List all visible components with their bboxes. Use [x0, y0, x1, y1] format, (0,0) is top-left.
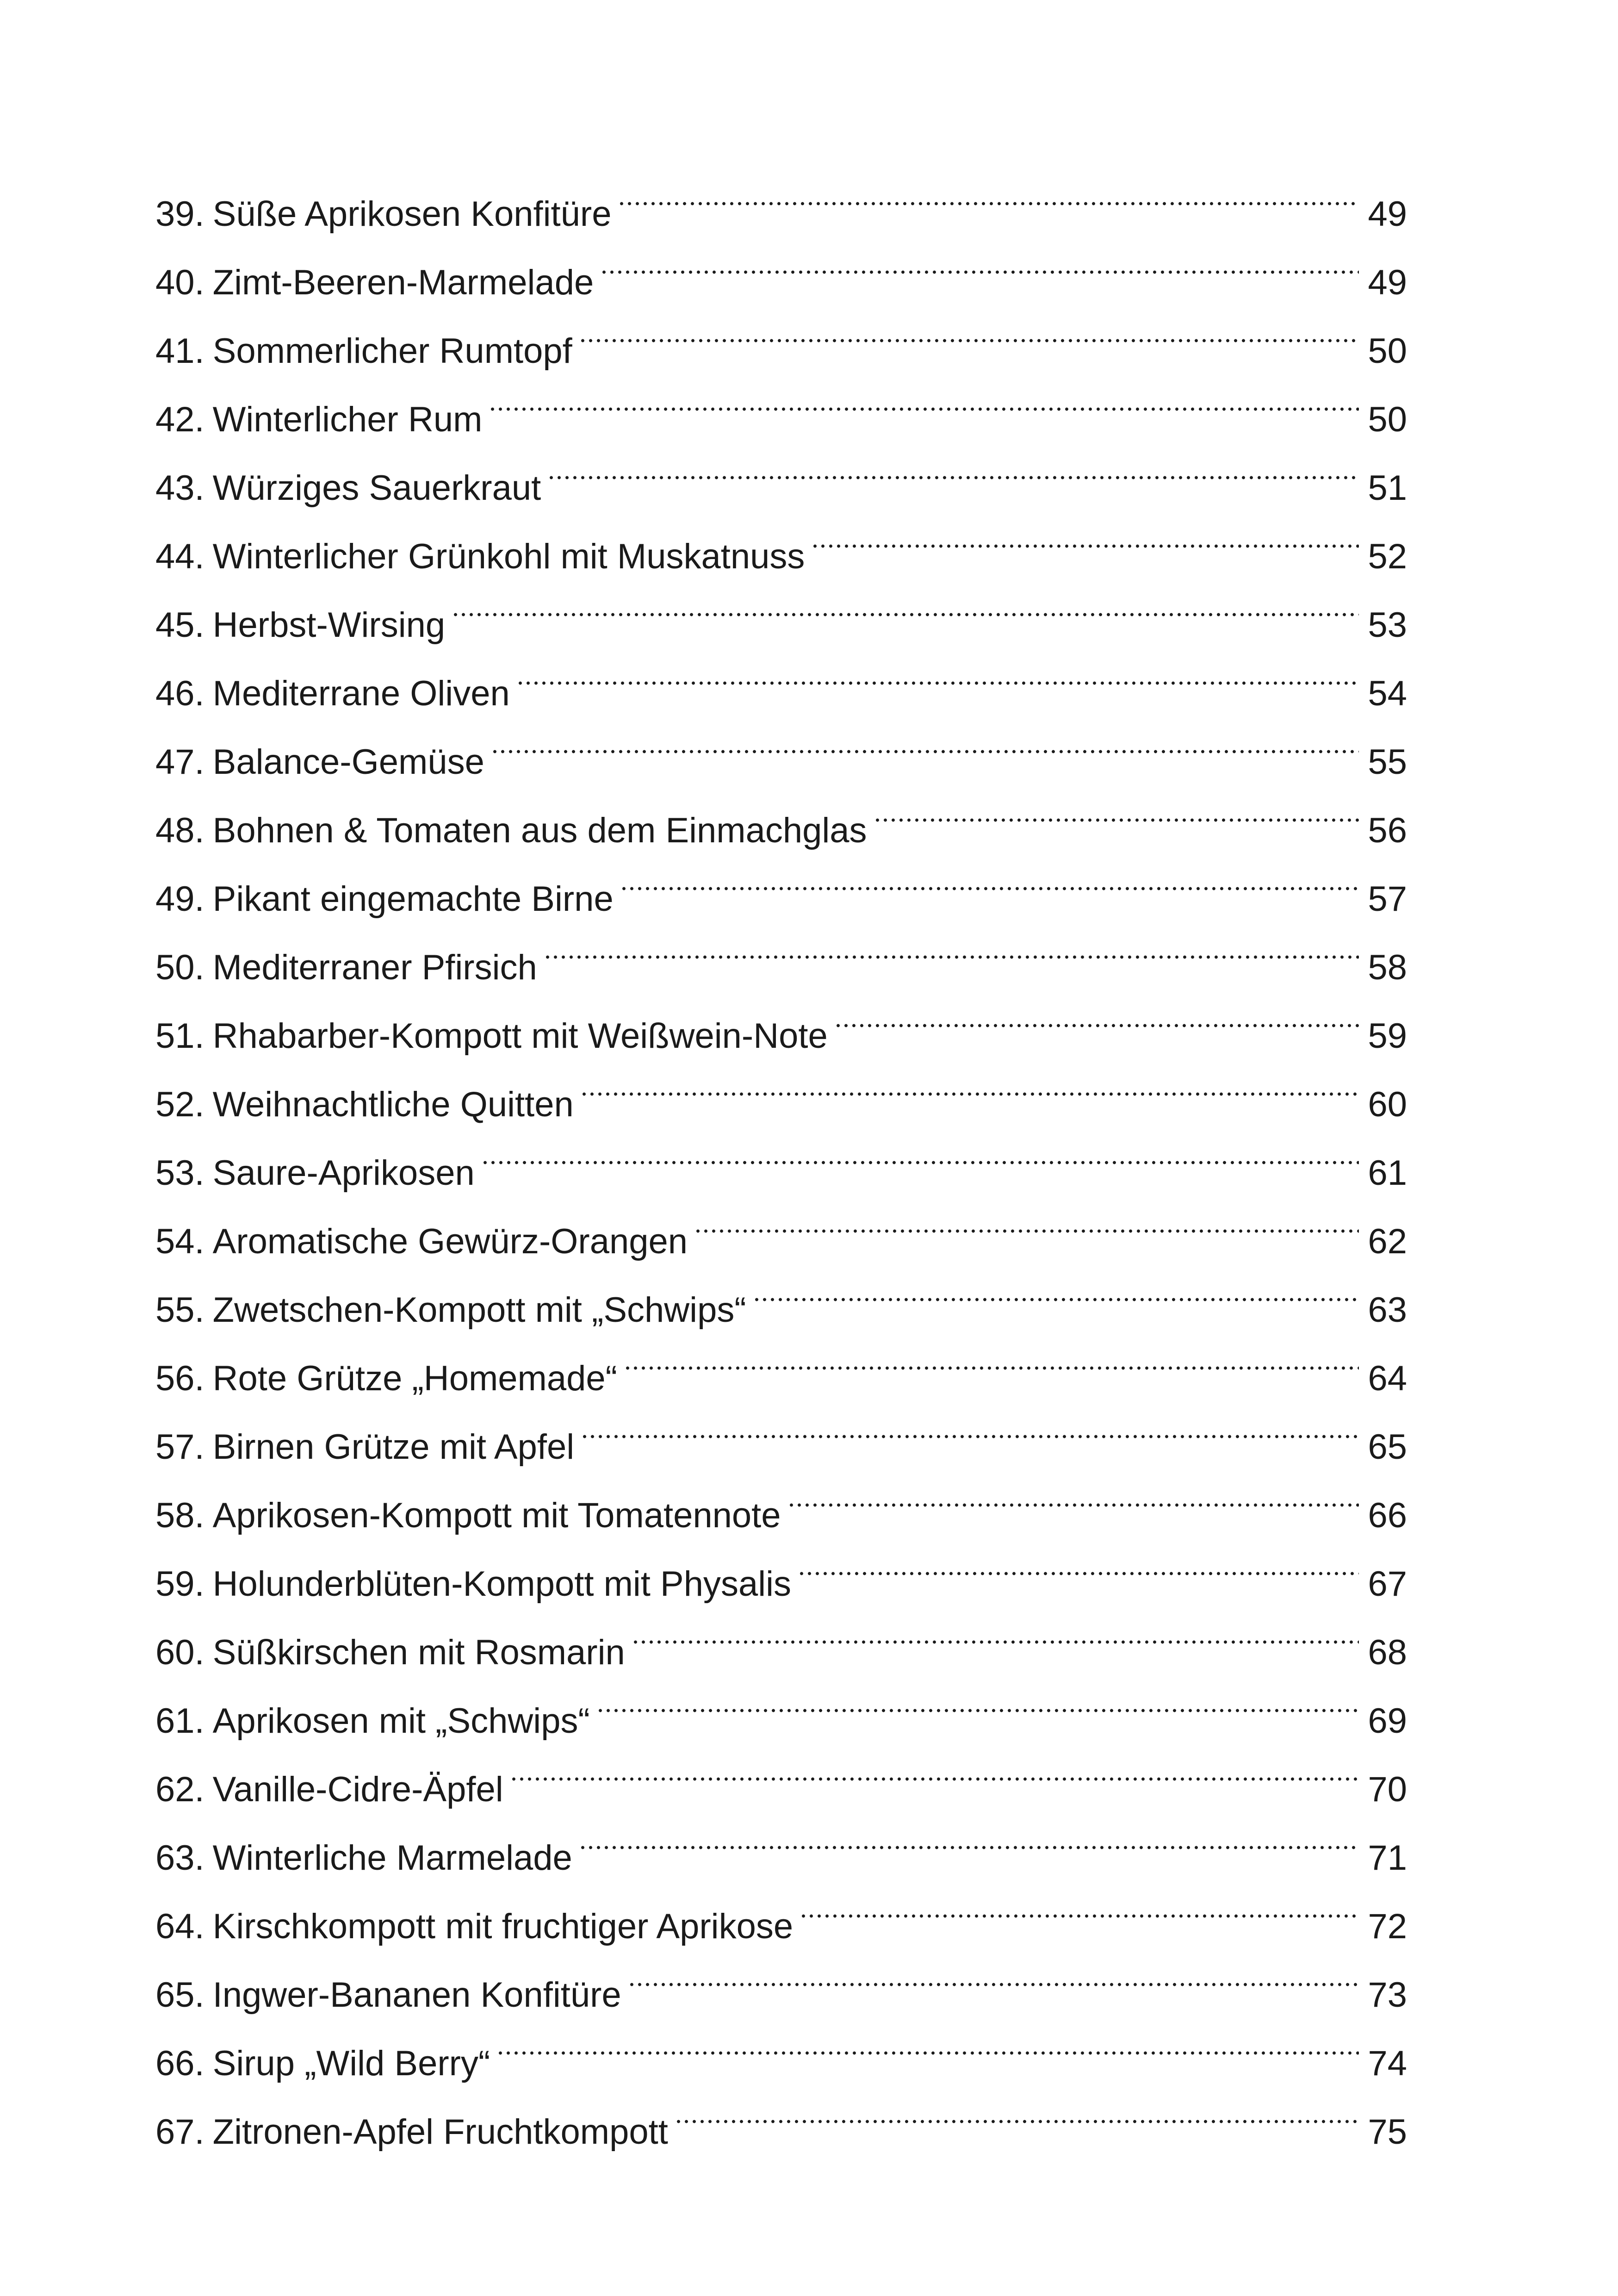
toc-entry-page: 55 — [1368, 742, 1407, 782]
toc-entry-page: 67 — [1368, 1564, 1407, 1604]
toc-entry-title: Winterlicher Grünkohl mit Muskatnuss — [212, 537, 805, 576]
toc-entry-title: Zimt-Beeren-Marmelade — [212, 263, 594, 302]
toc-entry-title: Mediterraner Pfirsich — [212, 948, 537, 987]
toc-dot-leader — [874, 774, 1359, 842]
toc-entry-title: Süße Aprikosen Konfitüre — [212, 194, 612, 234]
toc-dot-leader — [481, 1116, 1359, 1185]
toc-dot-leader — [579, 1801, 1359, 1870]
toc-dot-leader — [624, 1322, 1359, 1390]
toc-entry-title: Würziges Sauerkraut — [212, 468, 541, 508]
toc-dot-leader — [544, 911, 1359, 979]
toc-entry-title: Vanille-Cidre-Äpfel — [212, 1770, 503, 1809]
toc-entry-number: 67. — [155, 2112, 205, 2152]
toc-dot-leader — [694, 1185, 1359, 1253]
toc-entry-page: 73 — [1368, 1975, 1407, 2015]
toc-entry-title: Holunderblüten-Kompott mit Physalis — [212, 1564, 792, 1604]
toc-dot-leader — [496, 2007, 1359, 2075]
toc-entry-title: Winterliche Marmelade — [212, 1838, 572, 1878]
toc-entry-number: 54. — [155, 1222, 205, 1261]
toc-entry-number: 56. — [155, 1359, 205, 1398]
toc-entry-title: Rote Grütze „Homemade“ — [212, 1359, 617, 1398]
toc-entry-title: Aromatische Gewürz-Orangen — [212, 1222, 688, 1261]
toc-entry-title: Sommerlicher Rumtopf — [212, 331, 572, 371]
toc-entry-page: 56 — [1368, 811, 1407, 850]
toc-dot-leader — [675, 2075, 1359, 2144]
toc-entry-title: Bohnen & Tomaten aus dem Einmachglas — [212, 811, 867, 850]
toc-entry-number: 45. — [155, 605, 205, 645]
toc-dot-leader — [580, 1048, 1359, 1116]
toc-dot-leader — [618, 157, 1359, 226]
toc-entry-page: 61 — [1368, 1153, 1407, 1193]
toc-entry-number: 48. — [155, 811, 205, 850]
toc-entry-page: 72 — [1368, 1907, 1407, 1946]
toc-entry-page: 53 — [1368, 605, 1407, 645]
toc-entry-number: 51. — [155, 1016, 205, 1056]
toc-dot-leader — [600, 226, 1359, 294]
toc-entry-page: 57 — [1368, 879, 1407, 919]
toc-entry-page: 49 — [1368, 194, 1407, 234]
toc-dot-leader — [581, 1390, 1359, 1459]
toc-entry-page: 65 — [1368, 1427, 1407, 1467]
toc-dot-leader — [753, 1253, 1359, 1322]
toc-entry-number: 40. — [155, 263, 205, 302]
toc-entry-page: 63 — [1368, 1290, 1407, 1330]
toc-dot-leader — [510, 1733, 1359, 1801]
toc-entry-title: Rhabarber-Kompott mit Weißwein-Note — [212, 1016, 828, 1056]
toc-entry-title: Aprikosen mit „Schwips“ — [212, 1701, 590, 1741]
table-of-contents — [155, 157, 1407, 2152]
toc-entry-number: 43. — [155, 468, 205, 508]
toc-entry-number: 64. — [155, 1907, 205, 1946]
toc-entry-title: Balance-Gemüse — [212, 742, 484, 782]
toc-entry-page: 59 — [1368, 1016, 1407, 1056]
toc-entry-page: 50 — [1368, 400, 1407, 439]
toc-entry-page: 60 — [1368, 1085, 1407, 1124]
toc-dot-leader — [489, 363, 1359, 431]
toc-entry-number: 41. — [155, 331, 205, 371]
toc-entry-page: 49 — [1368, 263, 1407, 302]
toc-dot-leader — [620, 842, 1359, 911]
toc-entry-page: 64 — [1368, 1359, 1407, 1398]
toc-entry-page: 50 — [1368, 331, 1407, 371]
toc-entry-number: 59. — [155, 1564, 205, 1604]
toc-dot-leader — [632, 1596, 1359, 1664]
toc-entry-number: 39. — [155, 194, 205, 234]
toc-entry[interactable] — [155, 157, 1407, 234]
toc-dot-leader — [798, 1527, 1359, 1596]
toc-entry-page: 52 — [1368, 537, 1407, 576]
toc-entry-number: 63. — [155, 1838, 205, 1878]
toc-entry-number: 57. — [155, 1427, 205, 1467]
toc-entry-title: Saure-Aprikosen — [212, 1153, 475, 1193]
toc-entry-title: Herbst-Wirsing — [212, 605, 446, 645]
toc-dot-leader — [800, 1870, 1359, 1938]
toc-dot-leader — [834, 979, 1359, 1048]
toc-entry-title: Kirschkompott mit fruchtiger Aprikose — [212, 1907, 794, 1946]
toc-entry-number: 61. — [155, 1701, 205, 1741]
toc-entry-number: 66. — [155, 2044, 205, 2083]
toc-entry-page: 70 — [1368, 1770, 1407, 1809]
toc-entry-page: 54 — [1368, 674, 1407, 713]
toc-entry-number: 58. — [155, 1496, 205, 1535]
toc-entry-number: 60. — [155, 1633, 205, 1672]
toc-dot-leader — [628, 1938, 1359, 2007]
toc-entry-title: Weihnachtliche Quitten — [212, 1085, 574, 1124]
toc-dot-leader — [579, 294, 1359, 363]
toc-dot-leader — [596, 1664, 1359, 1733]
toc-dot-leader — [547, 431, 1359, 500]
toc-entry-title: Sirup „Wild Berry“ — [212, 2044, 490, 2083]
toc-entry-page: 58 — [1368, 948, 1407, 987]
toc-entry-title: Zitronen-Apfel Fruchtkompott — [212, 2112, 668, 2152]
toc-entry-page: 51 — [1368, 468, 1407, 508]
toc-entry-title: Birnen Grütze mit Apfel — [212, 1427, 575, 1467]
toc-dot-leader — [452, 568, 1359, 637]
toc-entry-number: 44. — [155, 537, 205, 576]
toc-entry-number: 42. — [155, 400, 205, 439]
toc-entry-title: Aprikosen-Kompott mit Tomatennote — [212, 1496, 781, 1535]
toc-entry-number: 46. — [155, 674, 205, 713]
toc-entry-number: 47. — [155, 742, 205, 782]
toc-entry-title: Winterlicher Rum — [212, 400, 483, 439]
toc-entry-number: 52. — [155, 1085, 205, 1124]
toc-entry-number: 49. — [155, 879, 205, 919]
toc-entry-title: Ingwer-Bananen Konfitüre — [212, 1975, 621, 2015]
toc-entry-number: 55. — [155, 1290, 205, 1330]
toc-dot-leader — [787, 1459, 1359, 1527]
toc-entry-page: 68 — [1368, 1633, 1407, 1672]
toc-entry-page: 74 — [1368, 2044, 1407, 2083]
toc-entry-number: 50. — [155, 948, 205, 987]
toc-entry-title: Zwetschen-Kompott mit „Schwips“ — [212, 1290, 746, 1330]
toc-dot-leader — [811, 500, 1359, 568]
toc-entry-page: 71 — [1368, 1838, 1407, 1878]
toc-entry-page: 69 — [1368, 1701, 1407, 1741]
toc-entry-number: 65. — [155, 1975, 205, 2015]
toc-entry-page: 66 — [1368, 1496, 1407, 1535]
toc-entry-page: 75 — [1368, 2112, 1407, 2152]
toc-dot-leader — [516, 637, 1359, 705]
toc-dot-leader — [491, 705, 1359, 774]
toc-entry-page: 62 — [1368, 1222, 1407, 1261]
toc-entry-number: 53. — [155, 1153, 205, 1193]
toc-entry-title: Süßkirschen mit Rosmarin — [212, 1633, 625, 1672]
toc-entry-title: Mediterrane Oliven — [212, 674, 510, 713]
toc-entry-number: 62. — [155, 1770, 205, 1809]
toc-entry-title: Pikant eingemachte Birne — [212, 879, 614, 919]
